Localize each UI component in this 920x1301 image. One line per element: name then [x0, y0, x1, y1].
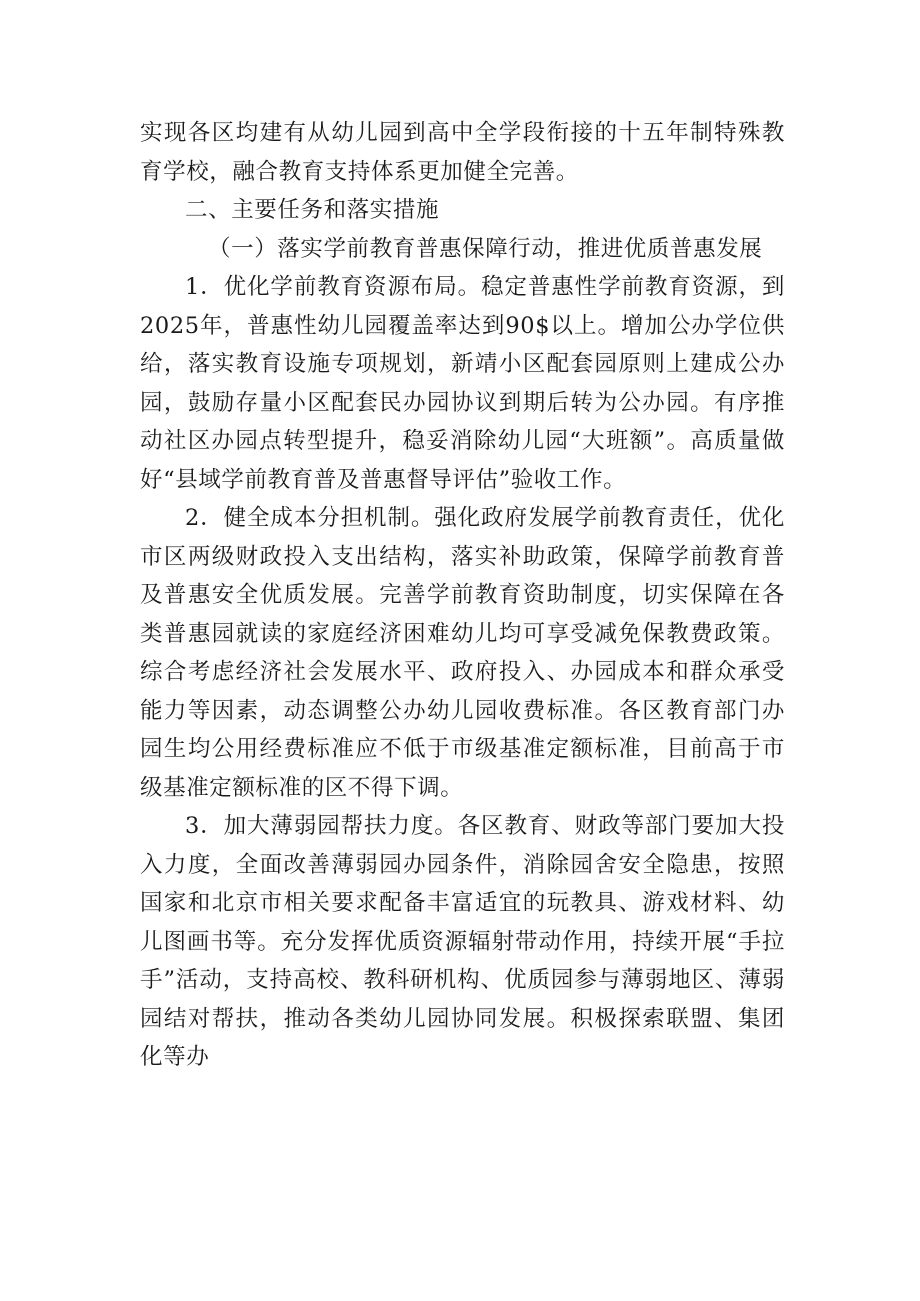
subsection-heading: （一）落实学前教育普惠保障行动，推进优质普惠发展 — [208, 235, 763, 262]
document-body — [140, 114, 785, 1077]
section-heading: 二、主要任务和落实措施 — [185, 197, 440, 223]
paragraph-item-1: 1．优化学前教育资源布局。稳定普惠性学前教育资源，到2025年，普惠性幼儿园覆盖率达到90$以上。增加公办学位供给，落实教育设施专项规划，新靖小区配套园原则上建成公办园，鼓励存量小区配套民办园协议到期后转为公办园。有序推动社区办园点转型提升，稳妥消除幼儿园“大班额”。高质量做好“县域学前教育普及普惠督导评估”验收工作。 — [140, 274, 785, 493]
paragraph-continuation: 实现各区均建有从幼儿园到高中全学段衔接的十五年制特殊教育学校，融合教育支持体系更加健全完善。 — [140, 120, 785, 185]
paragraph-item-2: 2．健全成本分担机制。强化政府发展学前教育责任，优化市区两级财政投入支出结构，落实补助政策，保障学前教育普及普惠安全优质发展。完善学前教育资助制度，切实保障在各类普惠园就读的家庭经济困难幼儿均可享受减免保教费政策。综合考虑经济社会发展水平、政府投入、办园成本和群众承受能力等因素，动态调整公办幼儿园收费标准。各区教育部门办园生均公用经费标准应不低于市级基准定额标准，目前高于市级基准定额标准的区不得下调。 — [140, 505, 785, 801]
paragraph-item-3: 3．加大薄弱园帮扶力度。各区教育、财政等部门要加大投入力度，全面改善薄弱园办园条件，消除园舍安全隐患，按照国家和北京市相关要求配备丰富适宜的玩教具、游戏材料、幼儿图画书等。充分发挥优质资源辐射带动作用，持续开展“手拉手”活动，支持高校、教科研机构、优质园参与薄弱地区、薄弱园结对帮扶，推动各类幼儿园协同发展。积极探索联盟、集团化等办 — [140, 813, 785, 1070]
